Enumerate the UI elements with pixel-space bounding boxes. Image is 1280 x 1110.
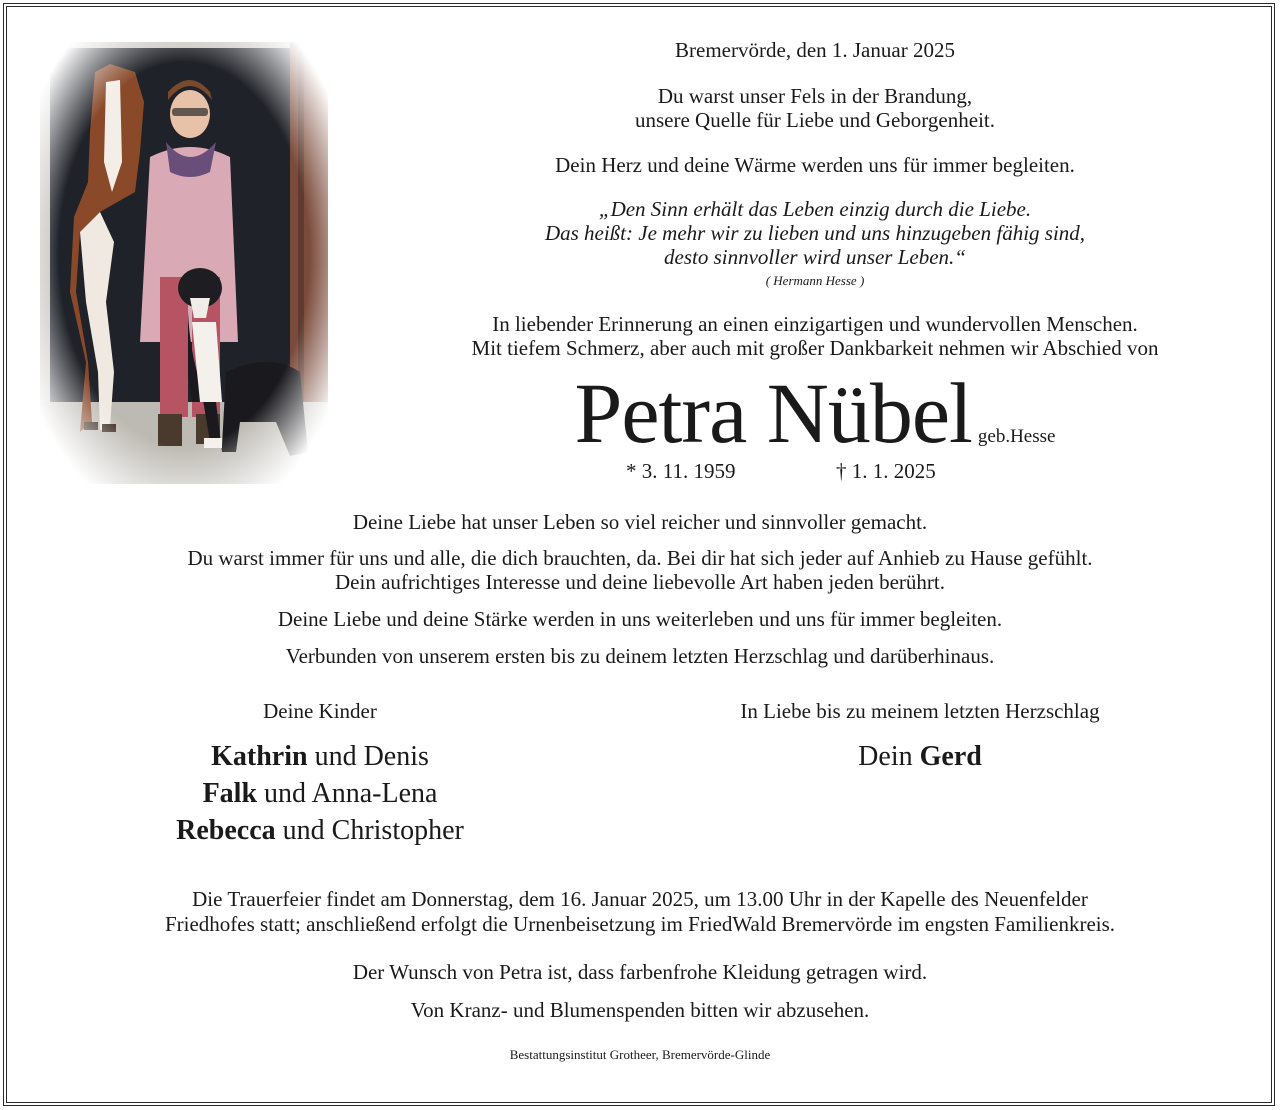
service-line-2: Friedhofes statt; anschließend erfolgt die Urnenbeisetzung im FriedWald Bremervörde im engsten Familienkreis. <box>164 912 1116 936</box>
body-paragraph-2a: Du warst immer für uns und alle, die dich brauchten, da. Bei dir hat sich jeder auf Anhieb zu Hause gefühlt. <box>187 546 1093 570</box>
birth-name: geb.Hesse <box>977 426 1056 447</box>
place-and-date: Bremervörde, den 1. Januar 2025 <box>675 38 955 62</box>
body-paragraph-1: Deine Liebe hat unser Leben so viel reicher und sinnvoller gemacht. <box>352 510 928 534</box>
body-paragraph-3: Deine Liebe und deine Stärke werden in uns weiterleben und uns für immer begleiten. <box>277 607 1003 631</box>
opening-line-3: Dein Herz und deine Wärme werden uns für immer begleiten. <box>555 153 1075 177</box>
opening-line-2: unsere Quelle für Liebe und Geborgenheit. <box>635 108 995 132</box>
body-paragraph-4: Verbunden von unserem ersten bis zu deinem letzten Herzschlag und darüberhinaus. <box>285 644 995 668</box>
intro-line-1: In liebender Erinnerung an einen einzigartigen und wundervollen Menschen. <box>492 312 1138 336</box>
mourner-row: Falk und Anna-Lena <box>202 778 438 809</box>
quote-line-1: „Den Sinn erhält das Leben einzig durch die Liebe. <box>598 197 1032 221</box>
children-heading: Deine Kinder <box>263 699 377 723</box>
donation-note: Von Kranz- und Blumenspenden bitten wir abzusehen. <box>410 998 870 1022</box>
intro-line-2: Mit tiefem Schmerz, aber auch mit großer Dankbarkeit nehmen wir Abschied von <box>471 336 1159 360</box>
mourner-row: Kathrin und Denis <box>211 741 429 772</box>
opening-line-1: Du warst unser Fels in der Brandung, <box>657 84 973 108</box>
mourner-row: Rebecca und Christopher <box>176 815 464 846</box>
service-line-1: Die Trauerfeier findet am Donnerstag, dem 16. Januar 2025, um 13.00 Uhr in der Kapelle des Neuenfelder <box>192 887 1088 911</box>
quote-author: ( Hermann Hesse ) <box>765 273 865 288</box>
partner-heading: In Liebe bis zu meinem letzten Herzschlag <box>740 699 1100 723</box>
children-names <box>70 738 570 849</box>
portrait-photo <box>40 42 328 484</box>
undertaker-credit: Bestattungsinstitut Grotheer, Bremervörde-Glinde <box>509 1047 771 1062</box>
partner-name: Dein Gerd <box>858 741 982 772</box>
quote-line-3: desto sinnvoller wird unser Leben.“ <box>664 245 966 269</box>
dress-code-note: Der Wunsch von Petra ist, dass farbenfrohe Kleidung getragen wird. <box>352 960 928 984</box>
birth-date: * 3. 11. 1959 <box>626 459 736 483</box>
deceased-name-row <box>330 365 1280 461</box>
deceased-name: Petra Nübel <box>574 365 972 461</box>
death-date: † 1. 1. 2025 <box>836 459 936 483</box>
quote-line-2: Das heißt: Je mehr wir zu lieben und uns hinzugeben fähig sind, <box>544 221 1086 245</box>
body-paragraph-2b: Dein aufrichtiges Interesse und deine liebevolle Art haben jeden berührt. <box>335 570 945 594</box>
